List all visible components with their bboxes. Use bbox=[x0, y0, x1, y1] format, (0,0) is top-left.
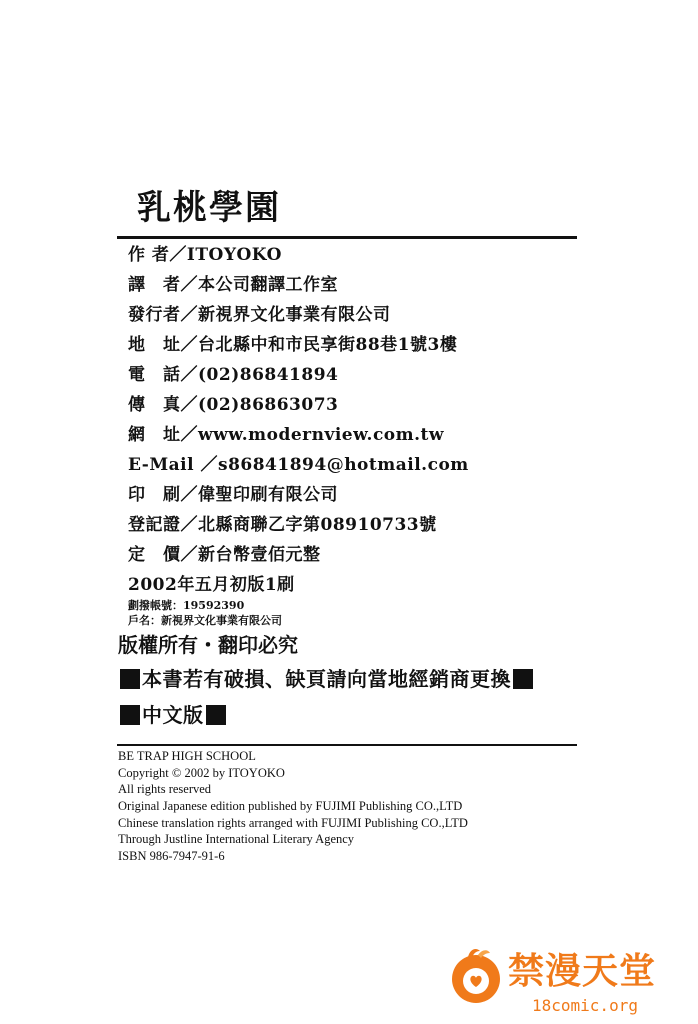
info-label: 作 者／ bbox=[128, 245, 187, 265]
info-price bbox=[128, 544, 321, 566]
english-rights: All rights reserved bbox=[118, 782, 212, 796]
info-label: 印 刷／ bbox=[128, 485, 198, 505]
english-translation-rights: Chinese translation rights arranged with FUJIMI Publishing CO.,LTD bbox=[118, 816, 468, 830]
english-original-edition: Original Japanese edition published by FUJIMI Publishing CO.,LTD bbox=[118, 799, 463, 813]
info-publisher bbox=[128, 304, 391, 326]
info-printer bbox=[128, 484, 338, 506]
info-label: 電 話／ bbox=[128, 365, 198, 385]
info-label: 定 價／ bbox=[128, 545, 198, 565]
info-value: 偉聖印刷有限公司 bbox=[198, 485, 338, 505]
black-square-icon bbox=[120, 705, 140, 725]
info-registration bbox=[128, 514, 437, 536]
black-square-icon bbox=[206, 705, 226, 725]
info-label: 傳 真／ bbox=[128, 395, 198, 415]
info-author bbox=[128, 244, 282, 266]
watermark-logo-icon bbox=[446, 945, 506, 1005]
language-edition bbox=[118, 702, 228, 728]
info-value: 台北縣中和市民享街88巷1號3樓 bbox=[198, 335, 458, 355]
section-divider bbox=[117, 744, 577, 746]
postal-account: 劃撥帳號：19592390 bbox=[128, 599, 245, 612]
info-phone bbox=[128, 364, 338, 386]
info-label: E-Mail ／ bbox=[128, 455, 218, 475]
info-value: 新台幣壹佰元整 bbox=[198, 545, 321, 565]
info-label: 地 址／ bbox=[128, 335, 198, 355]
title-underline bbox=[117, 236, 577, 239]
info-fax bbox=[128, 394, 338, 416]
info-label: 登記證／ bbox=[128, 515, 198, 535]
book-title: 乳桃學園 bbox=[137, 188, 281, 228]
info-value: ITOYOKO bbox=[186, 245, 282, 265]
language-edition-text: 中文版 bbox=[142, 703, 204, 727]
info-value: (02)86863073 bbox=[198, 395, 339, 415]
info-value: (02)86841894 bbox=[198, 365, 339, 385]
black-square-icon bbox=[513, 669, 533, 689]
account-name: 戶名：新視界文化事業有限公司 bbox=[128, 614, 282, 627]
info-translator bbox=[128, 274, 338, 296]
info-value: www.modernview.com.tw bbox=[198, 425, 445, 445]
black-square-icon bbox=[120, 669, 140, 689]
info-value: s86841894@hotmail.com bbox=[218, 455, 469, 475]
info-website bbox=[128, 424, 444, 446]
info-label: 網 址／ bbox=[128, 425, 198, 445]
watermark-name: 禁漫天堂 bbox=[508, 951, 657, 992]
info-value: 北縣商聯乙字第08910733號 bbox=[198, 515, 437, 535]
info-value: 本公司翻譯工作室 bbox=[198, 275, 338, 295]
copyright-notice: 版權所有・翻印必究 bbox=[118, 633, 298, 657]
info-value: 新視界文化事業有限公司 bbox=[198, 305, 391, 325]
info-address bbox=[128, 334, 457, 356]
info-email bbox=[128, 454, 469, 476]
watermark-url: 18comic.org bbox=[532, 996, 638, 1015]
english-agency: Through Justline International Literary Agency bbox=[118, 832, 355, 846]
english-copyright: Copyright © 2002 by ITOYOKO bbox=[118, 766, 285, 780]
info-label: 譯 者／ bbox=[128, 275, 198, 295]
damage-notice bbox=[118, 666, 535, 692]
damage-notice-text: 本書若有破損、缺頁請向當地經銷商更換 bbox=[142, 667, 511, 691]
english-title: BE TRAP HIGH SCHOOL bbox=[118, 749, 256, 763]
info-label: 發行者／ bbox=[128, 305, 198, 325]
edition: 2002年五月初版1刷 bbox=[128, 575, 295, 595]
isbn: ISBN 986-7947-91-6 bbox=[118, 849, 225, 863]
